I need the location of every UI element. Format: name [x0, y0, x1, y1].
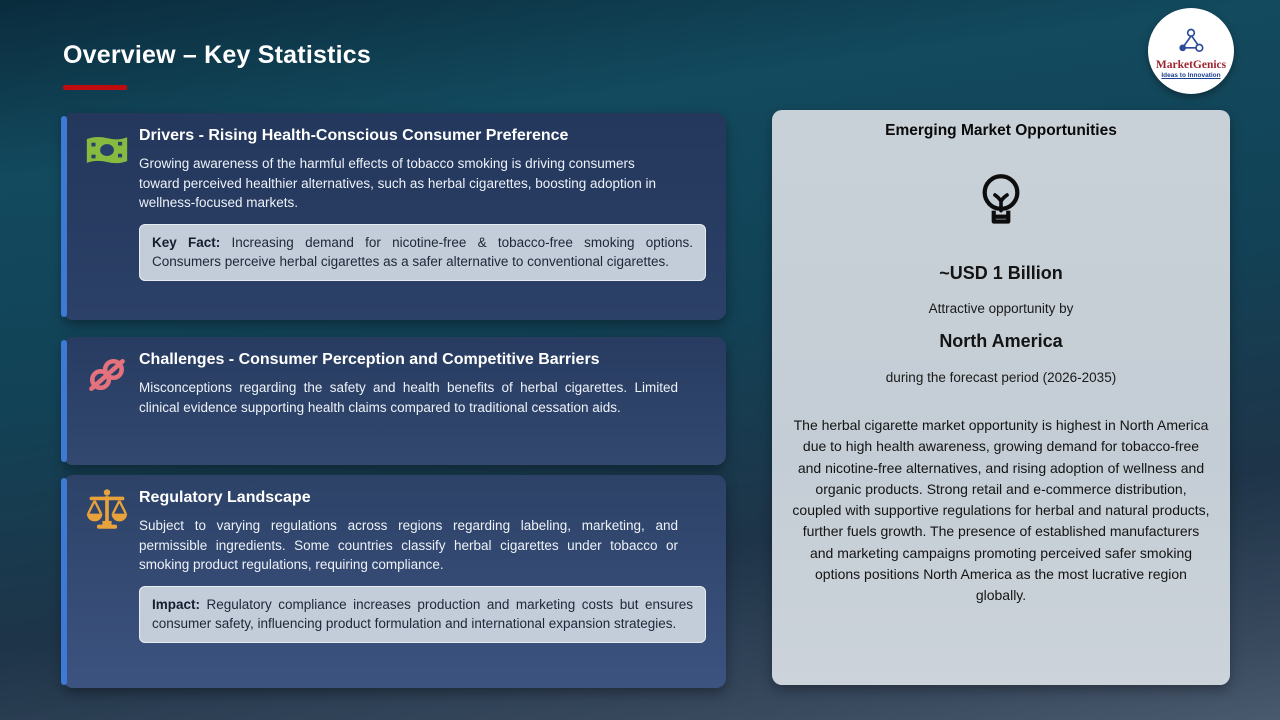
opportunity-panel: [772, 110, 1230, 685]
opportunity-period: during the forecast period (2026-2035): [885, 370, 1117, 385]
drivers-card: [63, 113, 726, 320]
opportunity-description: The herbal cigarette market opportunity is highest in North America due to high health awareness, growing demand for tobacco-free and nicotine-free alternatives, and rising adoption of wellness and organic products. Strong retail and e-commerce distribution, coupled with supportive regulations for herbal and natural products, further fuels growth. The presence of established manufacturers and marketing campaigns promoting perceived safer smoking options positions North America as the most lucrative region globally.: [792, 417, 1210, 604]
logo-tagline: Ideas to Innovation: [1161, 72, 1221, 79]
logo-name: MarketGenics: [1155, 59, 1227, 71]
key-fact-box: [139, 224, 706, 281]
drivers-title: Drivers - Rising Health-Conscious Consumer Preference: [139, 127, 569, 144]
challenges-title: Challenges - Consumer Perception and Competitive Barriers: [139, 351, 600, 368]
opportunity-subtitle: Attractive opportunity by: [928, 301, 1074, 316]
logo: [1148, 8, 1234, 94]
page-title: Overview – Key Statistics: [63, 41, 371, 69]
opportunity-value: ~USD 1 Billion: [939, 263, 1063, 283]
regulatory-card: [63, 475, 726, 688]
impact-box: [139, 586, 706, 643]
title-underline: [63, 85, 127, 90]
molecule-icon: [1174, 27, 1208, 57]
scales-of-justice-icon: [85, 487, 129, 531]
lightbulb-icon: [972, 170, 1030, 232]
regulatory-body: Subject to varying regulations across regions regarding labeling, marketing, and permissible ingredients. Some countries classify herbal cigarettes under tobacco or smoking product regulations, requiring compliance.: [139, 518, 678, 573]
money-banknote-icon: [85, 129, 129, 173]
challenges-card: [63, 337, 726, 465]
opportunity-title: Emerging Market Opportunities: [885, 122, 1117, 139]
lightbulb-wrap: [788, 170, 1214, 237]
key-fact-label: Key Fact:: [152, 234, 221, 250]
impact-label: Impact:: [152, 596, 201, 612]
impact-text: Regulatory compliance increases production and marketing costs but ensures consumer safety, influencing product formulation and international expansion strategies.: [152, 596, 693, 631]
challenges-body: Misconceptions regarding the safety and health benefits of herbal cigarettes. Limited clinical evidence supporting health claims compared to traditional cessation aids.: [139, 380, 678, 415]
opportunity-region: North America: [939, 331, 1063, 351]
unlink-slash-icon: [85, 353, 129, 397]
key-fact-text: Increasing demand for nicotine-free & tobacco-free smoking options. Consumers perceive herbal cigarettes as a safer alternative to conventional cigarettes.: [152, 234, 693, 269]
regulatory-title: Regulatory Landscape: [139, 489, 311, 506]
drivers-body: Growing awareness of the harmful effects of tobacco smoking is driving consumers toward perceived healthier alternatives, such as herbal cigarettes, boosting adoption in wellness-focused markets.: [139, 156, 657, 211]
